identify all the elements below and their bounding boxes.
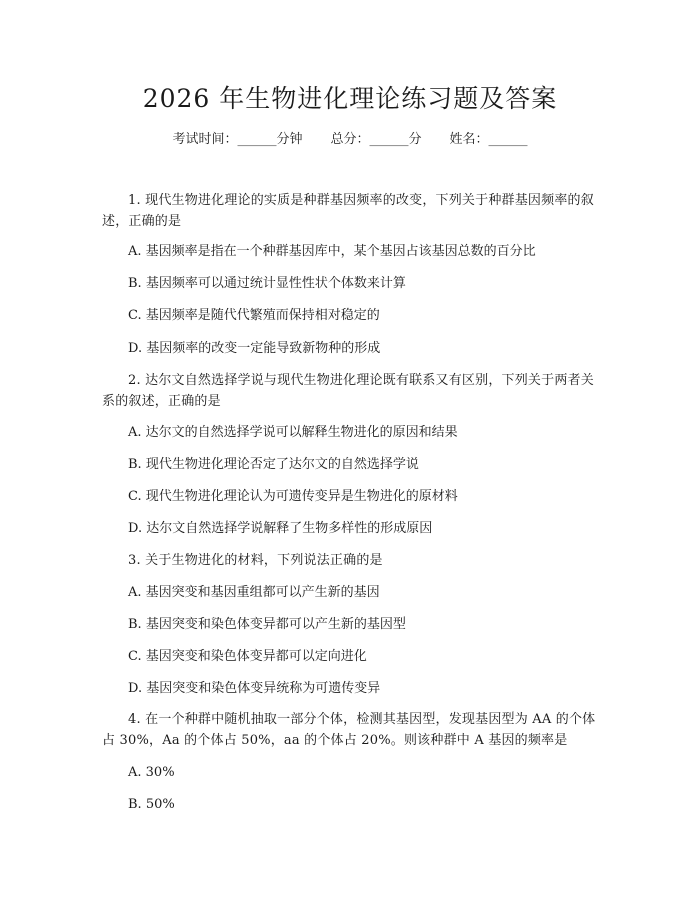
total-score-field: 总分：______分 [330,132,422,147]
question-option: A. 基因突变和基因重组都可以产生新的基因 [128,585,380,600]
question-stem: 1. 现代生物进化理论的实质是种群基因频率的改变，下列关于种群基因频率的叙述，正确的是 [102,193,594,229]
exam-time-field: 考试时间：______分钟 [172,132,303,147]
question-option: D. 达尔文自然选择学说解释了生物多样性的形成原因 [128,521,433,536]
question-option: C. 基因频率是随代代繁殖而保持相对稳定的 [128,308,380,323]
question-option: C. 现代生物进化理论认为可遗传变异是生物进化的原材料 [128,489,458,504]
question-option: B. 基因频率可以通过统计显性性状个体数来计算 [128,276,406,291]
exam-info-line [0,130,700,150]
question-option: A. 基因频率是指在一个种群基因库中，某个基因占该基因总数的百分比 [128,244,536,259]
student-name-field: 姓名：______ [449,132,528,147]
question-stem: 4. 在一个种群中随机抽取一部分个体，检测其基因型，发现基因型为 AA 的个体占 30%，Aa 的个体占 50%，aa 的个体占 20%。则该种群中 A 基因的频率是 [102,712,596,748]
question-option: B. 基因突变和染色体变异都可以产生新的基因型 [128,617,406,632]
question-option: A. 达尔文的自然选择学说可以解释生物进化的原因和结果 [128,425,458,440]
question-option: B. 50% [128,797,175,812]
question-option: D. 基因突变和染色体变异统称为可遗传变异 [128,681,381,696]
question-option: B. 现代生物进化理论否定了达尔文的自然选择学说 [128,457,419,472]
page-title: 2026 年生物进化理论练习题及答案 [142,84,558,113]
question-option: D. 基因频率的改变一定能导致新物种的形成 [128,341,381,356]
question-option: C. 基因突变和染色体变异都可以定向进化 [128,649,367,664]
question-stem: 3. 关于生物进化的材料，下列说法正确的是 [128,553,383,568]
question-stem: 2. 达尔文自然选择学说与现代生物进化理论既有联系又有区别，下列关于两者关系的叙述，正确的是 [102,373,594,409]
question-option: A. 30% [128,765,175,780]
